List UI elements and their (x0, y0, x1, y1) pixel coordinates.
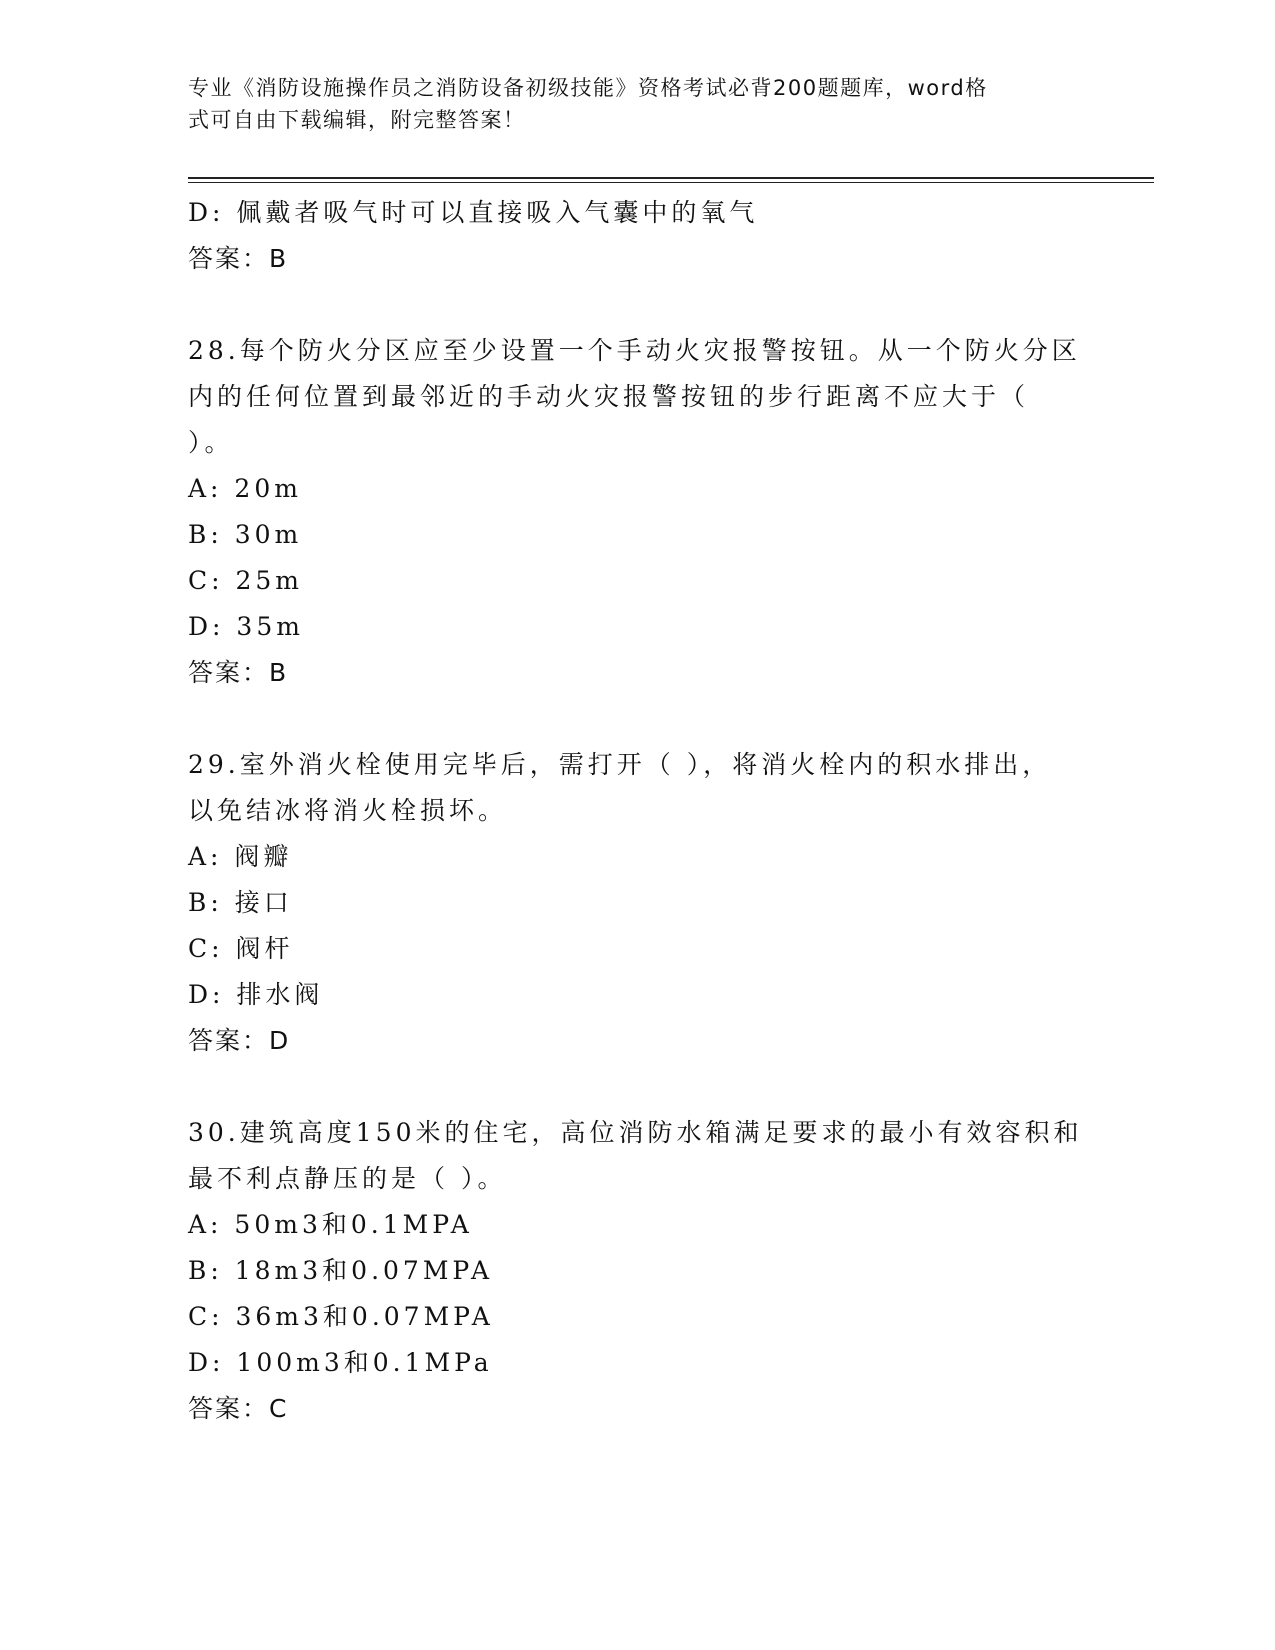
stem-line: 内的任何位置到最邻近的手动火灾报警按钮的步行距离不应大于（ (188, 382, 1030, 411)
option-a: A: 阀瓣 (188, 842, 293, 871)
option-b: B: 接口 (188, 888, 293, 917)
spacer (188, 1064, 1088, 1110)
question-list (188, 190, 1088, 1432)
document-header (188, 72, 1068, 136)
spacer (188, 282, 1088, 328)
header-divider-thin (188, 182, 1154, 183)
option-a: A: 20m (188, 474, 302, 503)
stem-line: 以免结冰将消火栓损坏。 (188, 796, 508, 825)
answer-line: 答案：C (188, 1394, 289, 1423)
question-stem (188, 328, 1088, 466)
stem-line: 30.建筑高度150米的住宅，高位消防水箱满足要求的最小有效容积和 (188, 1118, 1083, 1147)
option-d: D: 排水阀 (188, 980, 324, 1009)
header-line-1: 专业《消防设施操作员之消防设备初级技能》资格考试必背200题题库，word格 (188, 76, 988, 100)
option-d: D: 佩戴者吸气时可以直接吸入气囊中的氧气 (188, 198, 759, 227)
option-d: D: 35m (188, 612, 304, 641)
question-stem (188, 742, 1088, 834)
stem-line: ）。 (188, 428, 234, 457)
option-b: B: 18m3和0.07MPA (188, 1256, 494, 1285)
answer-line: 答案：B (188, 244, 289, 273)
answer-line: 答案：D (188, 1026, 291, 1055)
option-d: D: 100m3和0.1MPa (188, 1348, 493, 1377)
question-stem (188, 1110, 1088, 1202)
option-c: C: 36m3和0.07MPA (188, 1302, 494, 1331)
answer-line: 答案：B (188, 658, 289, 687)
option-c: C: 阀杆 (188, 934, 294, 963)
question-28 (188, 328, 1088, 696)
stem-line: 最不利点静压的是（ ）。 (188, 1164, 507, 1193)
question-30 (188, 1110, 1088, 1432)
option-a: A: 50m3和0.1MPA (188, 1210, 473, 1239)
spacer (188, 696, 1088, 742)
header-divider-thick (188, 177, 1154, 179)
option-b: B: 30m (188, 520, 303, 549)
previous-question-tail (188, 190, 1088, 282)
stem-line: 29.室外消火栓使用完毕后，需打开（ ），将消火栓内的积水排出， (188, 750, 1052, 779)
option-c: C: 25m (188, 566, 304, 595)
header-line-2: 式可自由下载编辑，附完整答案！ (188, 108, 526, 132)
question-29 (188, 742, 1088, 1064)
stem-line: 28.每个防火分区应至少设置一个手动火灾报警按钮。从一个防火分区 (188, 336, 1081, 365)
